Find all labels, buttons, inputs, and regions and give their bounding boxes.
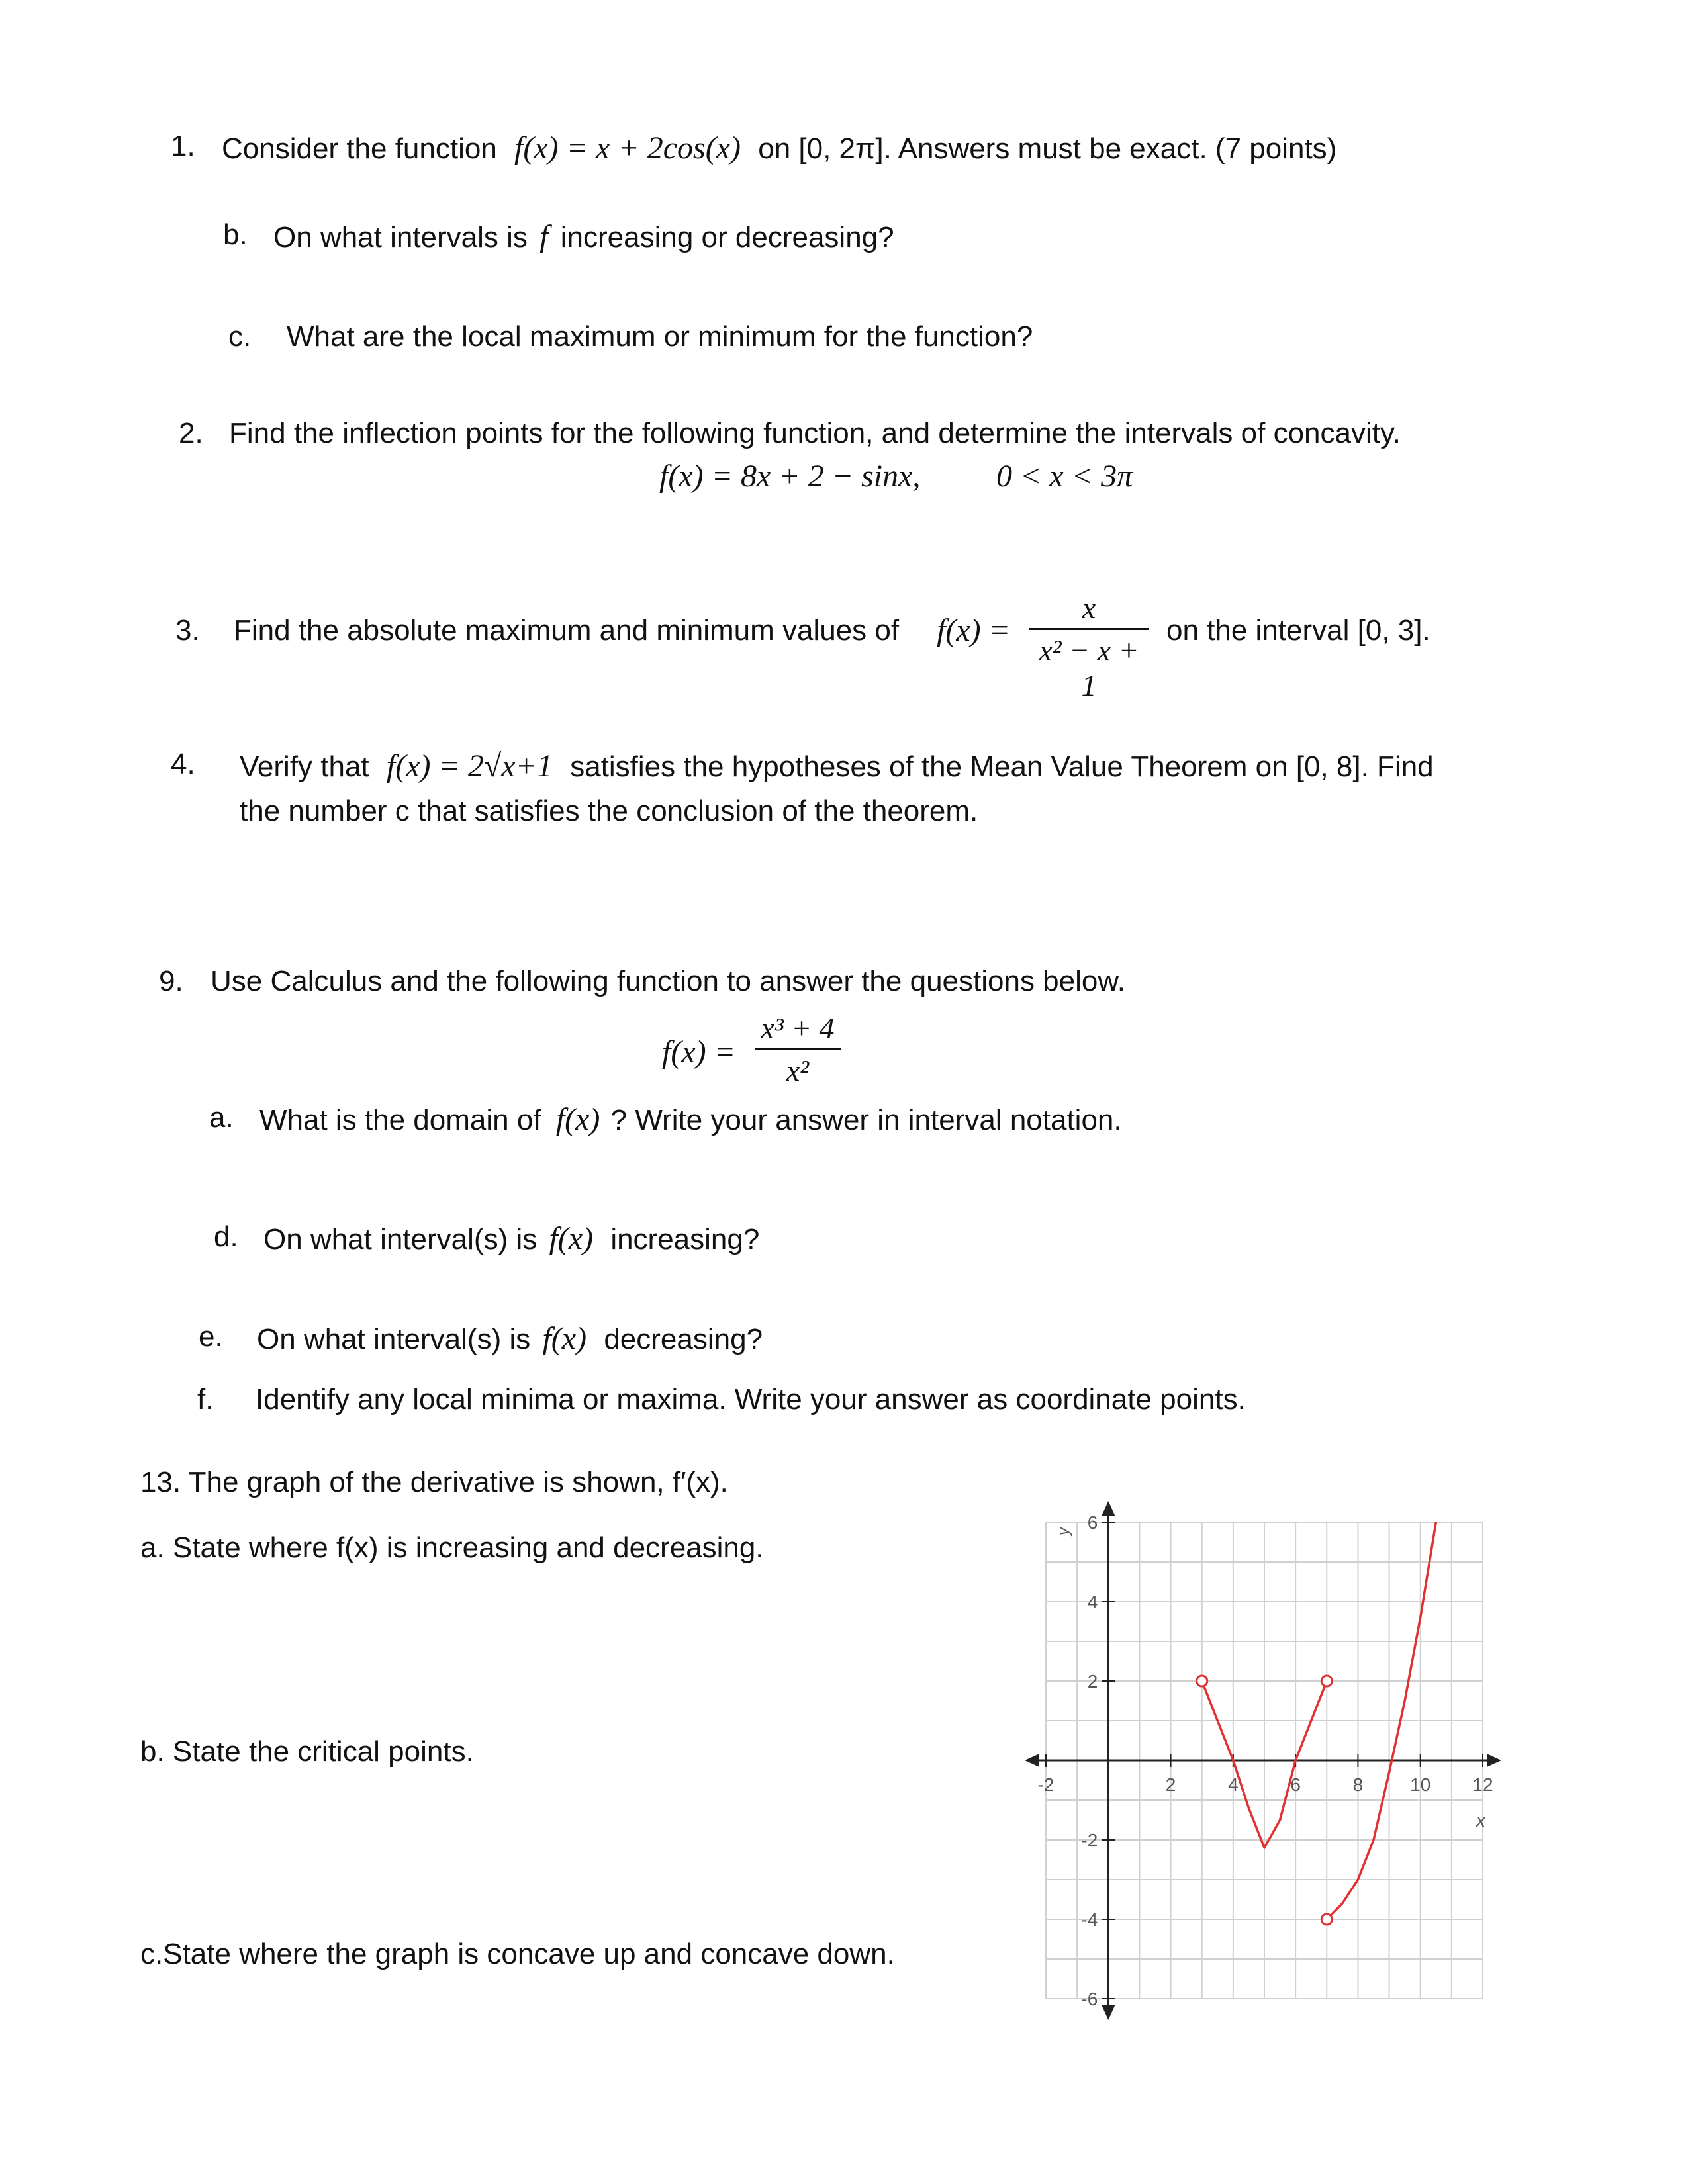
x-tick-label: -2: [1037, 1774, 1055, 1795]
derivative-graph: [980, 1496, 1509, 2025]
x-axis-arrow-left: [1025, 1754, 1039, 1767]
q9d-f: f(x): [549, 1221, 594, 1256]
q3-number: 3.: [175, 614, 200, 647]
q4-formula: f(x) = 2√x+1: [386, 749, 553, 784]
q9a-text-a: What is the domain of: [259, 1104, 541, 1136]
x-tick-label: 6: [1290, 1774, 1301, 1795]
q1-formula: f(x) = x + 2cos(x): [514, 130, 741, 165]
q9d-prompt: [263, 1220, 759, 1257]
q13c-text: c.State where the graph is concave up and concave down.: [140, 1938, 895, 1970]
y-tick-label: 6: [1087, 1512, 1098, 1533]
q3-fraction-bar: [1029, 628, 1149, 630]
q9-numerator: x³ + 4: [761, 1011, 835, 1045]
q9a-f: f(x): [555, 1102, 600, 1137]
q2-formula: f(x) = 8x + 2 − sinx,: [659, 459, 921, 494]
open-endpoint: [1197, 1676, 1207, 1686]
q1b-prompt: [273, 218, 894, 255]
q1c-text: What are the local maximum or minimum for the function?: [287, 320, 1033, 353]
q1b-f: f: [539, 219, 549, 254]
q9d-text-a: On what interval(s) is: [263, 1223, 538, 1255]
graph-axes: [1025, 1501, 1501, 2020]
q1b-text-b: increasing or decreasing?: [560, 221, 894, 253]
q9a-label: a.: [209, 1101, 234, 1134]
q9e-prompt: [257, 1320, 763, 1357]
q3-numerator: x: [1082, 591, 1096, 625]
q1-text-b: on [0, 2π]. Answers must be exact. (7 points): [758, 132, 1337, 165]
q2-text: Find the inflection points for the following function, and determine the intervals of concavity.: [229, 417, 1401, 449]
y-tick-label: -6: [1081, 1989, 1098, 2009]
q2-domain: 0 < x < 3π: [996, 459, 1133, 494]
q1-text-a: Consider the function: [222, 132, 497, 165]
q9f-label: f.: [197, 1383, 214, 1416]
q9-text: Use Calculus and the following function to answer the questions below.: [211, 965, 1125, 997]
graph-series: [1197, 1496, 1452, 1925]
q1-prompt: [222, 130, 1336, 166]
x-tick-label: 10: [1410, 1774, 1431, 1795]
x-tick-label: 2: [1165, 1774, 1176, 1795]
q3-text-b: on the interval [0, 3].: [1166, 614, 1430, 647]
q9d-label: d.: [214, 1220, 238, 1253]
q4-prompt: [240, 748, 1434, 784]
y-axis-arrow-up: [1102, 1501, 1115, 1516]
q9a-text-b: ? Write your answer in interval notation.: [610, 1104, 1122, 1136]
q9-denominator: x²: [786, 1054, 810, 1087]
q4-text-b: satisfies the hypotheses of the Mean Value Theorem on [0, 8]. Find: [570, 751, 1434, 783]
x-tick-label: 12: [1472, 1774, 1493, 1795]
q1b-label: b.: [223, 218, 248, 251]
q9-lhs: f(x) =: [662, 1034, 735, 1069]
q3-text-a: Find the absolute maximum and minimum values of: [234, 614, 900, 647]
q3-denominator: x² − x + 1: [1039, 633, 1139, 702]
open-endpoint: [1321, 1914, 1332, 1925]
q9d-text-b: increasing?: [610, 1223, 760, 1255]
q9-number: 9.: [159, 965, 183, 997]
x-tick-label: 4: [1228, 1774, 1239, 1795]
q9-fraction-bar: [755, 1048, 841, 1050]
q4-line2: the number c that satisfies the conclusion of the theorem.: [240, 795, 978, 827]
y-tick-label: 2: [1087, 1671, 1098, 1692]
y-tick-label: -4: [1081, 1909, 1098, 1930]
q9e-f: f(x): [542, 1321, 587, 1356]
y-axis-arrow-down: [1102, 2005, 1115, 2020]
q4-text-a: Verify that: [240, 751, 369, 783]
q9-fraction: [755, 1011, 841, 1088]
q3-lhs: f(x) =: [937, 613, 1010, 648]
q2-number: 2.: [179, 417, 203, 449]
q13a-text: a. State where f(x) is increasing and decreasing.: [140, 1531, 764, 1564]
q9e-label: e.: [199, 1320, 223, 1353]
q13-text: 13. The graph of the derivative is shown, f′(x).: [140, 1466, 728, 1498]
q9a-prompt: [259, 1101, 1122, 1138]
q1b-text-a: On what intervals is: [273, 221, 528, 253]
q3-fraction: [1029, 590, 1149, 703]
q13b-text: b. State the critical points.: [140, 1735, 474, 1768]
y-tick-label: 4: [1087, 1592, 1098, 1612]
q4-number: 4.: [171, 748, 195, 780]
q1-number: 1.: [171, 130, 195, 162]
q1c-label: c.: [228, 320, 252, 353]
x-axis-label: x: [1476, 1810, 1485, 1831]
y-tick-label: -2: [1081, 1830, 1098, 1850]
y-axis-label: y: [1055, 1527, 1073, 1535]
q9e-text-b: decreasing?: [604, 1323, 763, 1355]
open-endpoint: [1321, 1676, 1332, 1686]
x-tick-label: 8: [1352, 1774, 1364, 1795]
q9f-text: Identify any local minima or maxima. Write your answer as coordinate points.: [256, 1383, 1246, 1416]
q9e-text-a: On what interval(s) is: [257, 1323, 531, 1355]
x-axis-arrow-right: [1487, 1754, 1501, 1767]
